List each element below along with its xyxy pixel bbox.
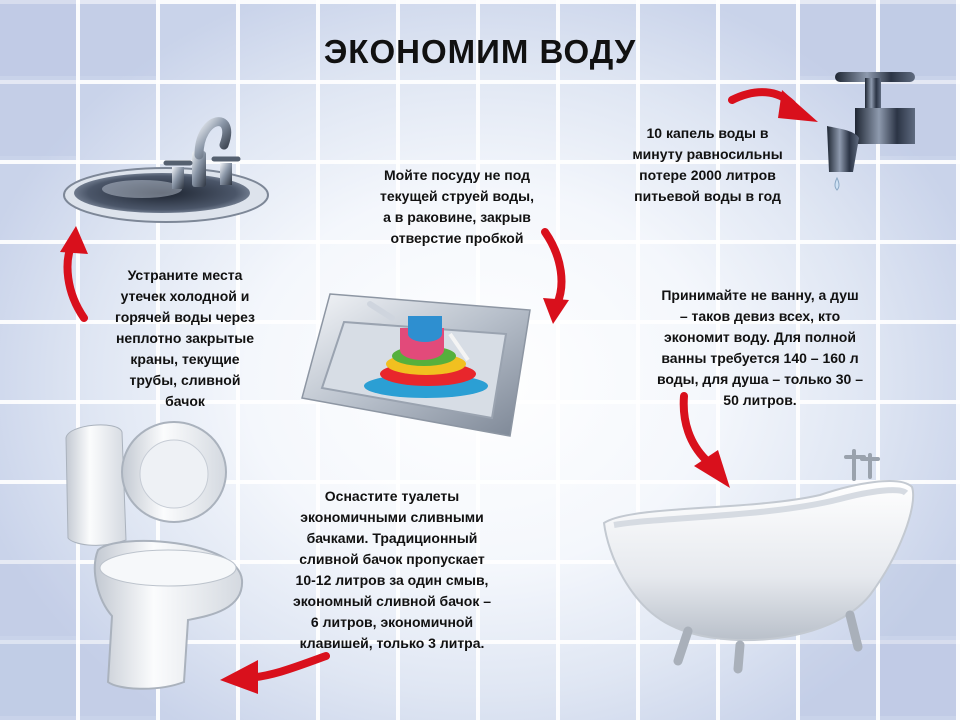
arrow-left-icon [218,650,330,696]
tip-leaks: Устраните места утечек холодной и горячей воды через неплотно закрытые краны, текущие трубы, сливной бачок [115,267,255,409]
tip-toilet: Оснастите туалеты экономичными сливными бачками. Традиционный сливной бачок пропускает 10-12 литров за один смыв, экономный сливной бачок – 6 литров, экономичной клавишей, только 3 литра. [292,488,492,651]
tip-dishes: Мойте посуду не под текущей струей воды, а в раковине, закрыв отверстие пробкой [380,167,534,246]
page-title: ЭКОНОМИМ ВОДУ [323,33,637,70]
sink-with-dishes-image [300,288,532,438]
bathtub-image [600,445,920,690]
tip-shower: Принимайте не ванну, а душ – таков девиз всех, кто экономит воду. Для полной ванны требуется 140 – 160 л воды, для душа – только 30 – 50 литров. [656,287,863,408]
dripping-faucet-image [815,68,930,198]
washbasin-image [62,105,277,225]
tip-drops: 10 капель воды в минуту равносильны потере 2000 литров питьевой воды в год [632,125,783,204]
arrow-up-icon [54,222,94,322]
